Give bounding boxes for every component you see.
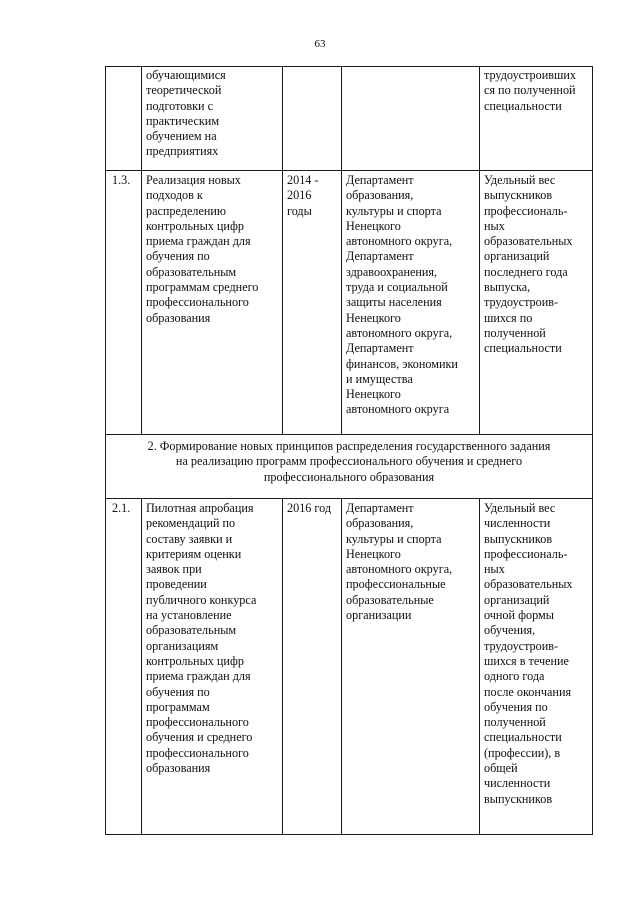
page-number: 63 [314,38,326,50]
responsible-cell: Департамент образования, культуры и спорта Ненецкого автономного округа, Департамент здравоохранения, труда и социальной защиты населения Ненецкого автономного округа, Департамент финансов, экономики и имущества Ненецкого автономного округа [342,171,480,435]
row-number-cell: 1.3. [106,171,142,435]
indicator-cell: трудоустроивших ся по полученной специальности [480,67,593,171]
responsible-cell [342,67,480,171]
indicator-cell: Удельный вес численности выпускников профессиональ- ных образовательных организаций очной формы обучения, трудоустроив- шихся в течение одного года после окончания обучения по полученной специальности (профессии), в общей численности выпускников [480,499,593,835]
period-cell: 2014 - 2016 годы [283,171,342,435]
row-number-cell [106,67,142,171]
activity-cell: Реализация новых подходов к распределению контрольных цифр приема граждан для обучения по образовательным программам среднего профессионального образования [142,171,283,435]
table-row [106,171,593,435]
table-row [106,499,593,835]
responsible-cell: Департамент образования, культуры и спорта Ненецкого автономного округа, профессиональные образовательные организации [342,499,480,835]
table-row [106,67,593,171]
measures-table [105,66,593,835]
period-cell [283,67,342,171]
section-heading-row [106,435,593,499]
section-heading: 2. Формирование новых принципов распределения государственного задания на реализацию программ профессионального обучения и среднего профессионального образования [106,435,593,499]
period-cell: 2016 год [283,499,342,835]
row-number-cell: 2.1. [106,499,142,835]
activity-cell: Пилотная апробация рекомендаций по составу заявки и критериям оценки заявок при проведении публичного конкурса на установление образовательным организациям контрольных цифр приема граждан для обучения по программам профессионального обучения и среднего профессионального образования [142,499,283,835]
activity-cell: обучающимися теоретической подготовки с практическим обучением на предприятиях [142,67,283,171]
indicator-cell: Удельный вес выпускников профессиональ- ных образовательных организаций последнего года выпуска, трудоустроив- шихся по полученной специальности [480,171,593,435]
